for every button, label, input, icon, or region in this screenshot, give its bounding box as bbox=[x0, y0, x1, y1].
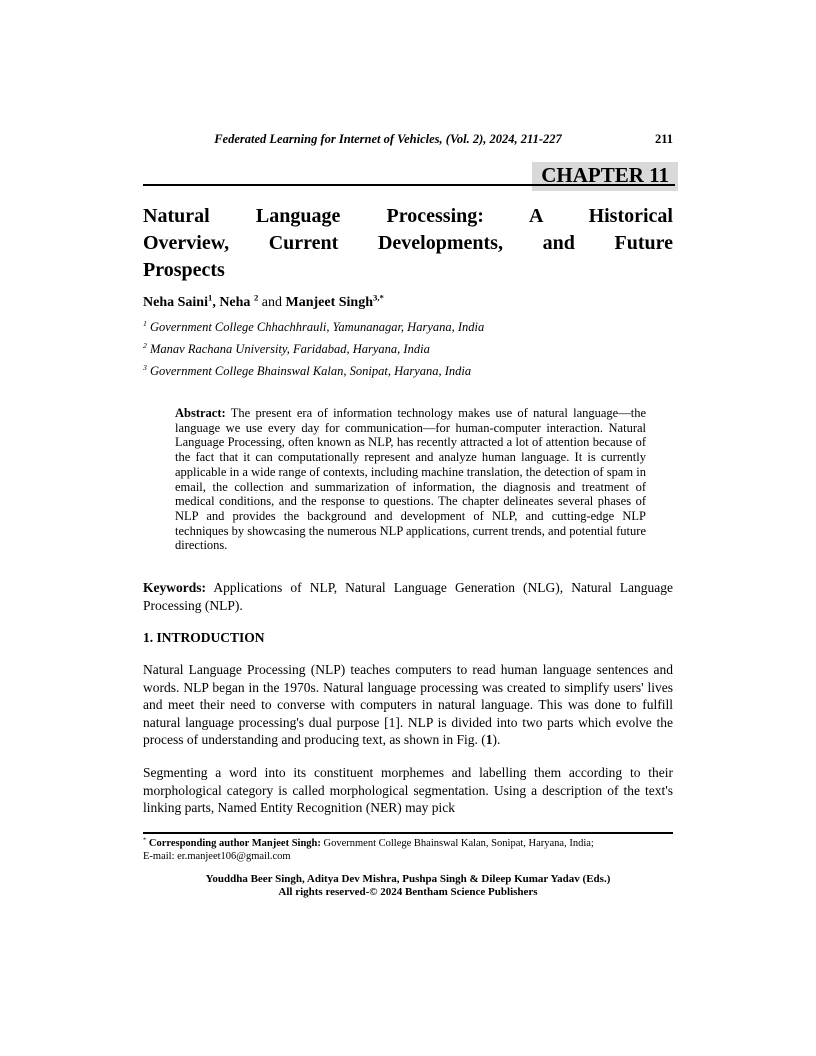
author-name: Neha Saini$^1$, Neha $^2$ bbox=[143, 292, 259, 310]
author-superscript: 3,* bbox=[373, 292, 384, 303]
affiliation-superscript: 1 bbox=[143, 318, 147, 328]
author-superscript: 2 bbox=[253, 292, 259, 303]
page-number: 211 bbox=[654, 132, 673, 146]
fig-reference: 1 bbox=[485, 732, 493, 748]
affiliation-superscript: 2 bbox=[143, 340, 147, 350]
affiliation bbox=[143, 360, 673, 382]
affiliations-block bbox=[143, 316, 673, 382]
affiliation-text: Government College Bhainswal Kalan, Sonipat, Haryana, India bbox=[146, 364, 472, 378]
chapter-badge bbox=[532, 162, 678, 191]
intro-paragraph-1: Natural Language Processing (NLP) teaches computers to read human language sentences and words. NLP began in the 1970s. Natural language processing was created to simplify users' lives and meet their need to converse with computers in natural language. This was done to fulfill natural language processing's dual purpose [1]. NLP is divided into two parts which evolve the process of understanding and producing text, as shown in Fig. (1). bbox=[143, 662, 673, 748]
keywords bbox=[143, 579, 673, 614]
chapter-header bbox=[143, 154, 673, 188]
footnote-rule bbox=[143, 832, 673, 834]
paper-title bbox=[143, 203, 673, 284]
author-name: Manjeet Singh$^{3,*}$ bbox=[285, 292, 384, 310]
affiliation bbox=[143, 338, 673, 360]
abstract bbox=[175, 406, 646, 553]
author-superscript: 1 bbox=[207, 292, 213, 303]
affiliation bbox=[143, 316, 673, 338]
footnote-affiliation: Government College Bhainswal Kalan, Sonipat, Haryana, India; bbox=[320, 837, 594, 849]
affiliation-text: Manav Rachana University, Faridabad, Haryana, India bbox=[146, 342, 430, 356]
footer-copyright: All rights reserved-© 2024 Bentham Science Publishers bbox=[278, 885, 538, 898]
title-line: Prospects bbox=[143, 259, 225, 281]
book-footer bbox=[143, 873, 673, 899]
title-line: Overview, Current Developments, and Future bbox=[143, 232, 673, 254]
journal-citation: Federated Learning for Internet of Vehicles, (Vol. 2), 2024, 211-227 bbox=[214, 132, 562, 146]
authors-conjunction: and bbox=[258, 295, 286, 310]
chapter-label: CHAPTER 11 bbox=[541, 163, 669, 187]
affiliation-superscript: 3 bbox=[143, 362, 147, 372]
page-header bbox=[143, 132, 673, 149]
affiliation-text: Government College Chhachhrauli, Yamunanagar, Haryana, India bbox=[146, 320, 485, 334]
keywords-label: Keywords: bbox=[143, 580, 206, 596]
abstract-text: The present era of information technology makes use of natural language—the language we use every day for communication—for human-computer interaction. Natural Language Processing, often known as NLP, has recently attracted a lot of attention because of the fact that it can computationally represent and analyze human language. It is currently applicable in a wide range of contexts, including machine translation, the detection of spam in email, the collection and summarization of information, the diagnosis and treatment of medical conditions, and the response to questions. The chapter delineates several phases of NLP and provides the background and development of NLP, and cutting-edge NLP techniques by showcasing the numerous NLP applications, current trends, and potential future directions. bbox=[175, 406, 646, 553]
corresponding-author-footnote bbox=[143, 837, 673, 864]
section-heading-introduction: 1. INTRODUCTION bbox=[143, 630, 265, 646]
intro-paragraph-2: Segmenting a word into its constituent morphemes and labelling them according to their morphological category is called morphological segmentation. Using a description of the text's linking parts, Named Entity Recognition (NER) may pick bbox=[143, 765, 673, 816]
title-line: Natural Language Processing: A Historical bbox=[143, 205, 673, 227]
footnote-email: E-mail: er.manjeet106@gmail.com bbox=[143, 851, 291, 863]
footnote-author-bold: Corresponding author Manjeet Singh: bbox=[146, 837, 321, 849]
footer-editors: Youddha Beer Singh, Aditya Dev Mishra, Pushpa Singh & Dileep Kumar Yadav (Eds.) bbox=[205, 872, 611, 885]
keywords-text: Applications of NLP, Natural Language Generation (NLG), Natural Language Processing (NLP). bbox=[143, 580, 673, 613]
authors-line bbox=[143, 292, 673, 311]
abstract-label: Abstract: bbox=[175, 406, 226, 420]
footnote-asterisk: * bbox=[143, 836, 147, 844]
